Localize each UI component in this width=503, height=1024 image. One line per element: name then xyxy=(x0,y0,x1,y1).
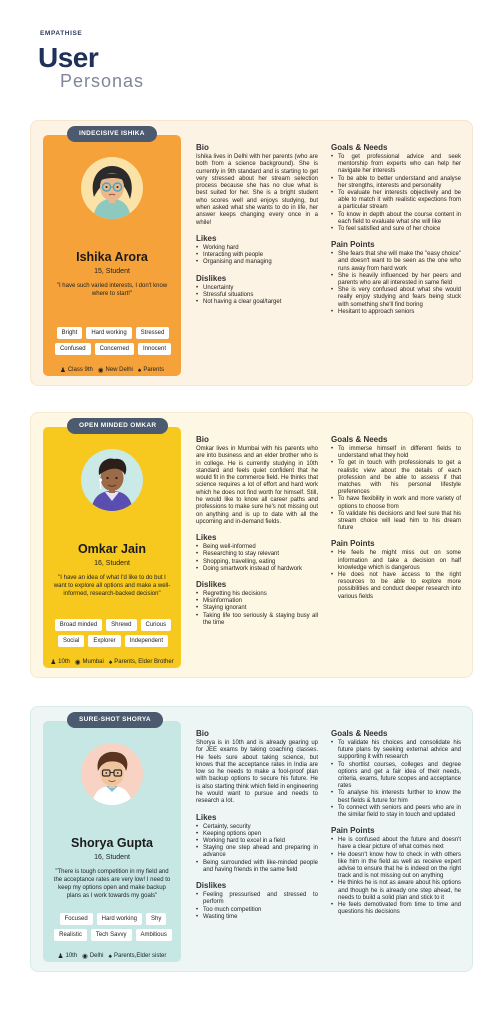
list-item: • Organising and managing xyxy=(196,259,318,266)
pains-heading: Pain Points xyxy=(331,240,375,250)
list-item: • Researching to stay relevant xyxy=(196,551,318,558)
dislikes-list xyxy=(196,892,318,921)
list-item: • He doesn't know how to check in with others like him in the field as well as receive expert advise to ensure that he is indeed on the right track and is not missing out on anything xyxy=(331,852,461,881)
trait-tag: Innocent xyxy=(138,343,171,355)
meta-text: Mumbai xyxy=(82,659,104,665)
persona-quote: "There is tough competition in my field and the acceptance rates are very low! I need to keep my options open and make backup plans as I work towards my goals" xyxy=(53,869,171,899)
pain-points-list xyxy=(331,251,461,316)
goals-heading: Goals & Needs xyxy=(331,729,388,738)
kicker-label: EMPATHISE xyxy=(40,30,83,37)
list-item: • He is confused about the future and doesn't have a clear picture of what comes next xyxy=(331,837,461,851)
persona-profile-panel xyxy=(43,721,181,962)
list-item: • She is heavily influenced by her peers and parents who are all interested in same field xyxy=(331,273,461,287)
list-item: • Being well-informed xyxy=(196,544,318,551)
list-item: • To know in depth about the course content in each field to evaluate what she will like xyxy=(331,212,461,226)
persona-quote: "I have an idea of what I'd like to do but I want to explore all options and make a well-informed, research-backed decision" xyxy=(53,575,171,597)
persona-meta xyxy=(43,658,181,666)
meta-text: Class 9th xyxy=(67,367,93,373)
dislikes-heading: Dislikes xyxy=(196,881,227,891)
trait-tag: Broad minded xyxy=(55,619,102,631)
meta-text: Parents,Elder sister xyxy=(113,953,167,959)
family-icon: ♠ xyxy=(137,366,142,374)
dislikes-list xyxy=(196,591,318,627)
location-icon: ◉ xyxy=(97,367,104,374)
trait-tags xyxy=(53,327,173,355)
list-item: • To shortlist courses, colleges and degree options and get a fair idea of their needs, criteria, exams, future scopes and acceptance rates xyxy=(331,762,461,791)
persona-card-3 xyxy=(30,706,473,972)
trait-tag: Independent xyxy=(125,635,168,647)
list-item: • Shopping, travelling, eating xyxy=(196,559,318,566)
likes-heading: Likes xyxy=(196,812,217,822)
bio-heading: Bio xyxy=(196,435,209,444)
persona-badge: OPEN MINDED OMKAR xyxy=(67,418,168,434)
persona-card-2 xyxy=(30,412,473,678)
people-icon: ♟ xyxy=(50,659,57,666)
trait-tag: Explorer xyxy=(88,635,120,647)
goals-list xyxy=(331,446,461,532)
meta-text: 10th xyxy=(58,659,70,665)
pain-points-list xyxy=(331,550,461,600)
pains-heading: Pain Points xyxy=(331,826,375,836)
list-item: • Not having a clear goal/target xyxy=(196,299,318,306)
list-item: • To validate his choices and consolidate his future plans by seeking external advice and supporting it with research xyxy=(331,740,461,762)
persona-age: 16, Student xyxy=(94,854,130,861)
dislikes-heading: Dislikes xyxy=(196,273,227,283)
meta-text: Parents xyxy=(143,367,164,373)
trait-tag: Shy xyxy=(146,913,166,925)
persona-name: Omkar Jain xyxy=(77,542,147,556)
trait-tag: Concerned xyxy=(95,343,134,355)
goals-list xyxy=(331,154,461,233)
likes-heading: Likes xyxy=(196,533,217,543)
list-item: • To analyse his interests further to know the best fields & future for him xyxy=(331,790,461,804)
list-item: • He thinks he is not as aware about his options and though he is already one step ahead, he needs to build a solid plan and stick to it xyxy=(331,880,461,902)
trait-tag: Ambitious xyxy=(136,929,172,941)
list-item: • She fears that she will make the "easy choice" and doesn't want to be seen as the one who runs away from hard work xyxy=(331,251,461,273)
bio-column xyxy=(196,729,318,921)
trait-tag: Curious xyxy=(141,619,172,631)
list-item: • Being surrounded with like-minded people and having friends in the same field xyxy=(196,860,318,874)
list-item: • To validate his decisions and feel sure that his stream choice will lead him to his dream future xyxy=(331,511,461,533)
persona-badge: INDECISIVE ISHIKA xyxy=(67,126,157,142)
persona-name: Ishika Arora xyxy=(76,250,148,264)
meta-item xyxy=(60,366,93,374)
people-icon: ♟ xyxy=(57,953,64,960)
list-item: • Certainty, security xyxy=(196,824,318,831)
meta-text: New Delhi xyxy=(105,367,133,373)
people-icon: ♟ xyxy=(60,367,66,374)
bio-heading: Bio xyxy=(196,143,209,152)
trait-tag: Bright xyxy=(57,327,83,339)
list-item: • To immerse himself in different fields to understand what they hold xyxy=(331,446,461,460)
family-icon: ♠ xyxy=(108,658,113,666)
meta-text: Parents, Elder Brother xyxy=(114,659,174,665)
list-item: • To evaluate her interests objectively and be able to match it with realistic expections from a particular stream xyxy=(331,190,461,212)
meta-item xyxy=(50,658,70,666)
persona-meta xyxy=(43,952,181,960)
likes-list xyxy=(196,245,318,267)
trait-tag: Tech Savvy xyxy=(91,929,132,941)
list-item: • She is very confused about what she would really enjoy studying and fears being stuck with something she'll find boring xyxy=(331,287,461,309)
list-item: • Staying ignorant xyxy=(196,605,318,612)
bio-column xyxy=(196,435,318,627)
bio-column xyxy=(196,143,318,306)
trait-tags xyxy=(53,619,173,647)
list-item: • To feel satisfied and sure of her choice xyxy=(331,226,461,233)
trait-tag: Hard working xyxy=(86,327,131,339)
meta-item xyxy=(138,367,164,374)
meta-item xyxy=(75,658,104,666)
list-item: • Misinformation xyxy=(196,598,318,605)
meta-text: Delhi xyxy=(89,953,104,959)
list-item: • Doing smartwork instead of hardwork xyxy=(196,566,318,573)
goals-column xyxy=(331,729,461,916)
avatar xyxy=(81,743,143,805)
bio-text: Omkar lives in Mumbai with his parents who are into business and an elder brother who is in college. He is currently studying in 10th standard and feels quiet confident that he would fit in the commerce field. He thinks that science requires a lot of effort and hard work which he does not find worth for himself. Still, he would like to know all career paths and professions to make sure he's not missing out on anything and is up to date with all the upcoming and in-demand fields. xyxy=(196,446,318,525)
list-item: • Wasting time xyxy=(196,914,318,921)
bio-text: Shorya is in 10th and is already gearing up for JEE exams by taking coaching classes. He feels sure about taking science, but knows that the acceptance rates in India are low so he needs to make a fool-proof plan with backup options to secure his future. He is also starting think which field in engineering he would want to pursue and needs to research a lot. xyxy=(196,740,318,805)
meta-item xyxy=(98,366,133,374)
persona-age: 16, Student xyxy=(94,560,130,567)
pain-points-list xyxy=(331,837,461,916)
meta-text: 10th xyxy=(65,953,78,959)
trait-tag: Social xyxy=(58,635,84,647)
list-item: • Uncertainty xyxy=(196,285,318,292)
list-item: • Regretting his decisions xyxy=(196,591,318,598)
list-item: • Working hard to excel in a field xyxy=(196,838,318,845)
list-item: • Working hard xyxy=(196,245,318,252)
list-item: • Feeling pressurised and stressed to perform xyxy=(196,892,318,906)
persona-quote: "I have such varied interests, I don't know where to start!" xyxy=(56,283,168,297)
list-item: • Staying one step ahead and preparing in advance xyxy=(196,845,318,859)
goals-heading: Goals & Needs xyxy=(331,143,388,152)
list-item: • To have flexibility in work and more variety of options to choose from xyxy=(331,496,461,510)
trait-tag: Confused xyxy=(55,343,91,355)
likes-heading: Likes xyxy=(196,233,217,243)
avatar xyxy=(81,157,143,219)
list-item: • Interacting with people xyxy=(196,252,318,259)
persona-profile-panel xyxy=(43,427,181,668)
persona-card-1 xyxy=(30,120,473,386)
list-item: • Hesitant to approach seniors xyxy=(331,309,461,316)
list-item: • Taking life too seriously & staying busy all the time xyxy=(196,613,318,627)
likes-list xyxy=(196,824,318,874)
bio-heading: Bio xyxy=(196,729,209,738)
goals-heading: Goals & Needs xyxy=(331,435,388,444)
location-icon: ◉ xyxy=(82,953,88,960)
meta-item xyxy=(82,952,103,960)
list-item: • To get professional advice and seek mentorship from experts who can help her navigate her interests xyxy=(331,154,461,176)
list-item: • Stressful situations xyxy=(196,292,318,299)
list-item: • To connect with seniors and peers who are in the similar field to stay in touch and updated xyxy=(331,805,461,819)
list-item: • To be able to better understand and analyse her strengths, interests and personality xyxy=(331,176,461,190)
persona-profile-panel xyxy=(43,135,181,376)
list-item: • To get in touch with professionals to get a realistic view about the details of each profession and be able to assess if that matches with his personal lifestyle preferences xyxy=(331,460,461,496)
dislikes-heading: Dislikes xyxy=(196,580,227,590)
dislikes-list xyxy=(196,285,318,307)
trait-tag: Focused xyxy=(60,913,93,925)
trait-tag: Shrewd xyxy=(106,619,136,631)
trait-tag: Hard working xyxy=(97,913,142,925)
trait-tag: Realistic xyxy=(54,929,87,941)
avatar xyxy=(81,449,143,511)
persona-meta xyxy=(43,366,181,374)
trait-tag: Stressed xyxy=(136,327,170,339)
persona-age: 15, Student xyxy=(94,268,130,275)
page-subtitle: Personas xyxy=(60,71,145,91)
family-icon: ♠ xyxy=(108,952,112,960)
likes-list xyxy=(196,544,318,573)
page-title: User xyxy=(38,42,99,73)
list-item: • He feels he might miss out on some information and take a decision on half knowledge which is dangerous xyxy=(331,550,461,572)
meta-item xyxy=(109,659,174,666)
bio-text: Ishika lives in Delhi with her parents (who are both from a science background). She is currently in 9th standard and is starting to get very stressed about her stream selection process because she has no clue what is best suited for her. She is a bright student who scores well and enjoys studying, but when asked what she wants to do in life, her answer keeps changing every once in a while! xyxy=(196,154,318,226)
trait-tags xyxy=(53,913,173,941)
goals-list xyxy=(331,740,461,819)
list-item: • He does not have access to the right resources to be able to explore more possibilities and conduct deeper research into various fields xyxy=(331,572,461,601)
persona-name: Shorya Gupta xyxy=(71,836,153,850)
goals-column xyxy=(331,143,461,316)
persona-badge: SURE-SHOT SHORYA xyxy=(67,712,163,728)
pains-heading: Pain Points xyxy=(331,539,375,549)
goals-column xyxy=(331,435,461,601)
list-item: • Too much competition xyxy=(196,907,318,914)
meta-item xyxy=(109,953,167,960)
meta-item xyxy=(58,952,78,960)
location-icon: ◉ xyxy=(74,659,81,666)
list-item: • Keeping options open xyxy=(196,831,318,838)
list-item: • He feels demotivated from time to time and questions his decisions xyxy=(331,902,461,916)
